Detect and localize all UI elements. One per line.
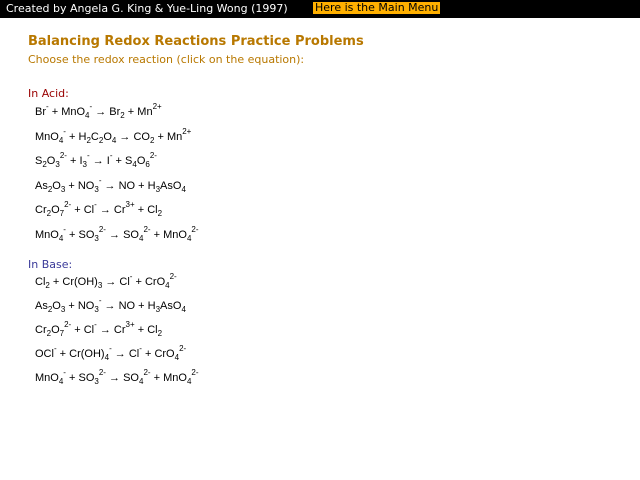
acid-equation-6[interactable]: $MnO_4^- + SO_3^{2-} \to SO_4^{2-} + MnO_4^{2-}$ [35,224,199,243]
acid-equation-2[interactable]: $MnO_4^- + H_2C_2O_4 \to CO_2 + Mn^{2+}$ [35,126,192,145]
main-menu-link[interactable]: Here is the Main Menu [315,1,439,14]
acid-equation-4[interactable]: $As_2O_3 + NO_3^-$ → NO + $H_3AsO_4$ [35,175,186,194]
acid-equation-3[interactable]: $S_2O_3^{2-} + I_3^- \to I^- + S_4O_6^{2-}$ [35,151,157,169]
section-label-base: In Base: [28,258,73,271]
acid-equation-1[interactable]: $Br^- + MnO_4^- \to Br_2 + Mn^{2+}$ [35,102,162,120]
base-equation-1[interactable]: $Cl_2 + Cr(OH)_3 \to Cl^- + CrO_4^{2-}$ [35,272,177,290]
base-equation-3[interactable]: $Cr_2O_7^{2-} + Cl^- \to Cr^{3+} + Cl_2$ [35,320,163,338]
instruction-text: Choose the redox reaction (click on the equation): [28,53,305,66]
page-title: Balancing Redox Reactions Practice Problems [28,34,364,49]
base-equation-5[interactable]: $MnO_4^- + SO_3^{2-} \to SO_4^{2-} + MnO_4^{2-}$ [35,368,199,386]
credit-text: Created by Angela G. King & Yue-Ling Wong (1997) [6,2,288,15]
header-bar [0,0,640,18]
base-equation-2[interactable]: $As_2O_3 + NO_3^-$ → NO + $H_3AsO_4$ [35,296,186,314]
base-equation-4[interactable]: $OCl^- + Cr(OH)_4^- \to Cl^- + CrO_4^{2-}$ [35,344,187,362]
acid-equation-5[interactable]: $Cr_2O_7^{2-} + Cl^- \to Cr^{3+} + Cl_2$ [35,200,163,218]
section-label-acid: In Acid: [28,87,69,100]
